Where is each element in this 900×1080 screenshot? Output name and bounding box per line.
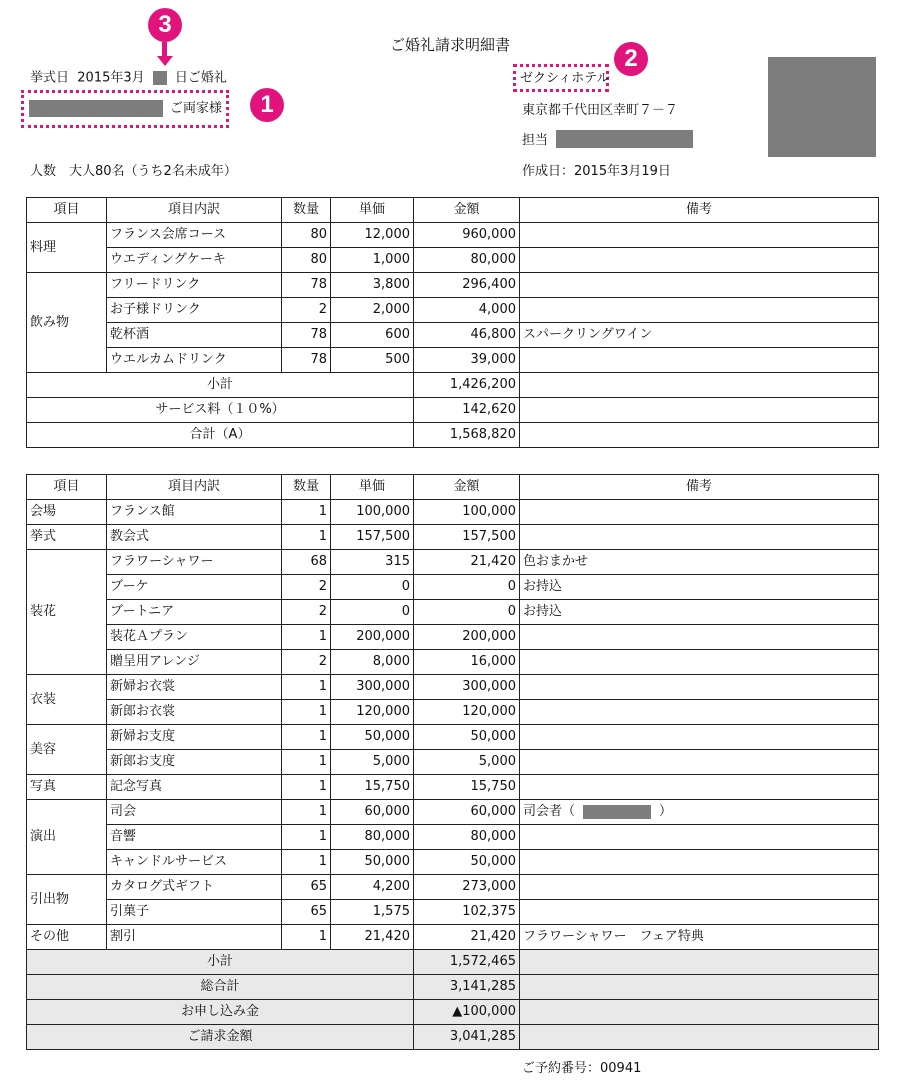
item-cell: 教会式	[107, 525, 282, 550]
category-cell: 写真	[27, 775, 107, 800]
amount-cell: 296,400	[414, 273, 520, 298]
unit-price-cell: 0	[331, 600, 414, 625]
total-amount: 1,572,465	[414, 950, 520, 975]
item-cell: ブートニア	[107, 600, 282, 625]
total-label: 合計（A）	[27, 423, 414, 448]
note-cell	[520, 650, 879, 675]
table-row	[27, 800, 879, 825]
item-cell: 新婦お衣裳	[107, 675, 282, 700]
redacted-family-name	[29, 100, 163, 117]
amount-cell: 39,000	[414, 348, 520, 373]
quantity-cell: 1	[282, 775, 331, 800]
quantity-cell: 68	[282, 550, 331, 575]
table-row	[27, 900, 879, 925]
category-cell: 挙式	[27, 525, 107, 550]
category-cell: 装花	[27, 550, 107, 675]
amount-cell: 15,750	[414, 775, 520, 800]
amount-cell: 16,000	[414, 650, 520, 675]
note-cell	[520, 575, 879, 600]
note-cell	[520, 675, 879, 700]
table-row	[27, 675, 879, 700]
amount-cell: 80,000	[414, 825, 520, 850]
total-amount: 3,041,285	[414, 1025, 520, 1050]
invoice-table-food	[26, 197, 879, 448]
quantity-cell: 2	[282, 600, 331, 625]
table-header-row	[27, 475, 879, 500]
category-cell: 衣装	[27, 675, 107, 725]
table-row	[27, 575, 879, 600]
total-amount: 3,141,285	[414, 975, 520, 1000]
total-row	[27, 975, 879, 1000]
quantity-cell: 65	[282, 900, 331, 925]
note-cell	[520, 825, 879, 850]
redacted-emcee-name	[583, 805, 651, 819]
item-cell: 贈呈用アレンジ	[107, 650, 282, 675]
column-header: 項目	[27, 475, 107, 500]
note-cell	[520, 725, 879, 750]
table-row	[27, 500, 879, 525]
quantity-cell: 1	[282, 500, 331, 525]
quantity-cell: 80	[282, 223, 331, 248]
amount-cell: 273,000	[414, 875, 520, 900]
note-cell	[520, 925, 879, 950]
item-cell: 乾杯酒	[107, 323, 282, 348]
redacted-day	[153, 71, 167, 85]
amount-cell: 300,000	[414, 675, 520, 700]
unit-price-cell: 21,420	[331, 925, 414, 950]
total-label: 総合計	[27, 975, 414, 1000]
note-text: スパークリングワイン	[523, 327, 653, 342]
redacted-hotel-logo	[768, 57, 876, 157]
amount-cell: 50,000	[414, 725, 520, 750]
item-cell: フリードリンク	[107, 273, 282, 298]
unit-price-cell: 12,000	[331, 223, 414, 248]
note-cell	[520, 348, 879, 373]
item-cell: 装花Ａプラン	[107, 625, 282, 650]
amount-cell: 60,000	[414, 800, 520, 825]
quantity-cell: 1	[282, 750, 331, 775]
callout-badge-1: 1	[250, 88, 284, 122]
item-cell: 記念写真	[107, 775, 282, 800]
total-amount: 142,620	[414, 398, 520, 423]
quantity-cell: 78	[282, 323, 331, 348]
ceremony-date-line	[30, 71, 227, 85]
column-header: 金額	[414, 198, 520, 223]
quantity-cell: 1	[282, 625, 331, 650]
amount-cell: 80,000	[414, 248, 520, 273]
family-suffix: ご両家様	[170, 101, 223, 116]
unit-price-cell: 1,000	[331, 248, 414, 273]
category-cell: 演出	[27, 800, 107, 875]
total-label: ご請求金額	[27, 1025, 414, 1050]
quantity-cell: 1	[282, 850, 331, 875]
item-cell: 新郎お支度	[107, 750, 282, 775]
table-row	[27, 725, 879, 750]
document-title: ご婚礼請求明細書	[389, 36, 510, 54]
table-row	[27, 850, 879, 875]
amount-cell: 120,000	[414, 700, 520, 725]
item-cell: お子様ドリンク	[107, 298, 282, 323]
note-cell	[520, 248, 879, 273]
total-note	[520, 423, 879, 448]
note-cell	[520, 625, 879, 650]
item-cell: キャンドルサービス	[107, 850, 282, 875]
quantity-cell: 1	[282, 825, 331, 850]
total-row	[27, 373, 879, 398]
callout-arrow-head	[157, 56, 173, 66]
item-cell: フラワーシャワー	[107, 550, 282, 575]
amount-cell: 102,375	[414, 900, 520, 925]
total-amount: 1,568,820	[414, 423, 520, 448]
amount-cell: 157,500	[414, 525, 520, 550]
note-cell	[520, 775, 879, 800]
unit-price-cell: 315	[331, 550, 414, 575]
note-text: お持込	[523, 604, 563, 619]
unit-price-cell: 300,000	[331, 675, 414, 700]
category-cell: 飲み物	[27, 273, 107, 373]
total-row	[27, 1025, 879, 1050]
quantity-cell: 78	[282, 348, 331, 373]
item-cell: ブーケ	[107, 575, 282, 600]
ceremony-date-suffix: 日ご婚礼	[174, 70, 227, 86]
note-text: お持込	[523, 579, 563, 594]
item-cell: 新郎お衣裳	[107, 700, 282, 725]
unit-price-cell: 0	[331, 575, 414, 600]
column-header: 項目内訳	[107, 198, 282, 223]
quantity-cell: 1	[282, 925, 331, 950]
total-row	[27, 1000, 879, 1025]
total-note	[520, 950, 879, 975]
quantity-cell: 1	[282, 725, 331, 750]
unit-price-cell: 50,000	[331, 725, 414, 750]
table-row	[27, 625, 879, 650]
item-cell: カタログ式ギフト	[107, 875, 282, 900]
unit-price-cell: 1,575	[331, 900, 414, 925]
unit-price-cell: 500	[331, 348, 414, 373]
category-cell: 美容	[27, 725, 107, 775]
amount-cell: 200,000	[414, 625, 520, 650]
hotel-name: ゼクシィホテル	[520, 71, 610, 86]
table-row	[27, 298, 879, 323]
column-header: 数量	[282, 198, 331, 223]
total-row	[27, 398, 879, 423]
note-cell	[520, 850, 879, 875]
unit-price-cell: 100,000	[331, 500, 414, 525]
column-header: 単価	[331, 198, 414, 223]
note-close: ）	[659, 804, 673, 819]
amount-cell: 46,800	[414, 323, 520, 348]
table-row	[27, 248, 879, 273]
amount-cell: 5,000	[414, 750, 520, 775]
table-row	[27, 925, 879, 950]
table-row	[27, 323, 879, 348]
unit-price-cell: 600	[331, 323, 414, 348]
amount-cell: 21,420	[414, 925, 520, 950]
unit-price-cell: 8,000	[331, 650, 414, 675]
item-cell: フランス館	[107, 500, 282, 525]
quantity-cell: 65	[282, 875, 331, 900]
unit-price-cell: 15,750	[331, 775, 414, 800]
quantity-cell: 2	[282, 298, 331, 323]
note-cell	[520, 298, 879, 323]
quantity-cell: 1	[282, 700, 331, 725]
total-label: お申し込み金	[27, 1000, 414, 1025]
amount-cell: 0	[414, 575, 520, 600]
created-date: 作成日：2015年3月19日	[522, 164, 671, 179]
amount-cell: 100,000	[414, 500, 520, 525]
unit-price-cell: 120,000	[331, 700, 414, 725]
column-header: 備考	[520, 475, 879, 500]
hotel-address: 東京都千代田区幸町７－７	[522, 103, 679, 118]
note-cell	[520, 550, 879, 575]
amount-cell: 0	[414, 600, 520, 625]
amount-cell: 21,420	[414, 550, 520, 575]
total-row	[27, 950, 879, 975]
quantity-cell: 2	[282, 650, 331, 675]
total-note	[520, 398, 879, 423]
invoice-table-services	[26, 474, 879, 1050]
quantity-cell: 1	[282, 525, 331, 550]
table-row	[27, 273, 879, 298]
unit-price-cell: 4,200	[331, 875, 414, 900]
unit-price-cell: 157,500	[331, 525, 414, 550]
table-row	[27, 750, 879, 775]
table-row	[27, 650, 879, 675]
quantity-cell: 1	[282, 675, 331, 700]
note-cell	[520, 525, 879, 550]
total-note	[520, 1025, 879, 1050]
amount-cell: 4,000	[414, 298, 520, 323]
item-cell: 引菓子	[107, 900, 282, 925]
item-cell: フランス会席コース	[107, 223, 282, 248]
staff-label: 担当	[522, 133, 549, 148]
callout-arrow-stem	[162, 42, 167, 56]
category-cell: 会場	[27, 500, 107, 525]
quantity-cell: 78	[282, 273, 331, 298]
table-row	[27, 223, 879, 248]
table-row	[27, 348, 879, 373]
note-cell	[520, 273, 879, 298]
amount-cell: 50,000	[414, 850, 520, 875]
column-header: 金額	[414, 475, 520, 500]
total-amount: 1,426,200	[414, 373, 520, 398]
quantity-cell: 2	[282, 575, 331, 600]
total-label: サービス料（１０%）	[27, 398, 414, 423]
amount-cell: 960,000	[414, 223, 520, 248]
unit-price-cell: 3,800	[331, 273, 414, 298]
item-cell: 新婦お支度	[107, 725, 282, 750]
item-cell: 音響	[107, 825, 282, 850]
item-cell: 割引	[107, 925, 282, 950]
unit-price-cell: 60,000	[331, 800, 414, 825]
note-cell	[520, 500, 879, 525]
total-note	[520, 373, 879, 398]
reservation-number: ご予約番号：00941	[522, 1061, 642, 1076]
item-cell: 司会	[107, 800, 282, 825]
callout-badge-3: 3	[148, 8, 182, 42]
item-cell: ウエディングケーキ	[107, 248, 282, 273]
table-row	[27, 550, 879, 575]
column-header: 項目	[27, 198, 107, 223]
note-cell	[520, 600, 879, 625]
total-note	[520, 975, 879, 1000]
redacted-staff-name	[556, 130, 693, 148]
category-cell: 料理	[27, 223, 107, 273]
item-cell: ウエルカムドリンク	[107, 348, 282, 373]
note-cell	[520, 323, 879, 348]
table-header-row	[27, 198, 879, 223]
note-cell	[520, 875, 879, 900]
table-row	[27, 700, 879, 725]
unit-price-cell: 50,000	[331, 850, 414, 875]
total-row	[27, 423, 879, 448]
guest-count: 人数 大人80名（うち2名未成年）	[30, 164, 237, 179]
callout-badge-2: 2	[614, 42, 648, 76]
total-note	[520, 1000, 879, 1025]
total-amount: ▲100,000	[414, 1000, 520, 1025]
unit-price-cell: 2,000	[331, 298, 414, 323]
category-cell: その他	[27, 925, 107, 950]
note-cell	[520, 700, 879, 725]
quantity-cell: 80	[282, 248, 331, 273]
table-row	[27, 525, 879, 550]
table-row	[27, 875, 879, 900]
note-text: 司会者（	[523, 804, 576, 819]
column-header: 単価	[331, 475, 414, 500]
unit-price-cell: 80,000	[331, 825, 414, 850]
total-label: 小計	[27, 373, 414, 398]
unit-price-cell: 200,000	[331, 625, 414, 650]
note-cell	[520, 900, 879, 925]
category-cell: 引出物	[27, 875, 107, 925]
note-text: フラワーシャワー フェア特典	[523, 929, 704, 944]
table-row	[27, 775, 879, 800]
column-header: 項目内訳	[107, 475, 282, 500]
unit-price-cell: 5,000	[331, 750, 414, 775]
column-header: 備考	[520, 198, 879, 223]
note-cell	[520, 800, 879, 825]
ceremony-date-label: 挙式日	[30, 70, 70, 86]
note-text: 色おまかせ	[523, 554, 589, 569]
total-label: 小計	[27, 950, 414, 975]
note-cell	[520, 223, 879, 248]
ceremony-date-value: 2015年3月	[77, 70, 145, 86]
table-row	[27, 825, 879, 850]
note-cell	[520, 750, 879, 775]
quantity-cell: 1	[282, 800, 331, 825]
column-header: 数量	[282, 475, 331, 500]
table-row	[27, 600, 879, 625]
